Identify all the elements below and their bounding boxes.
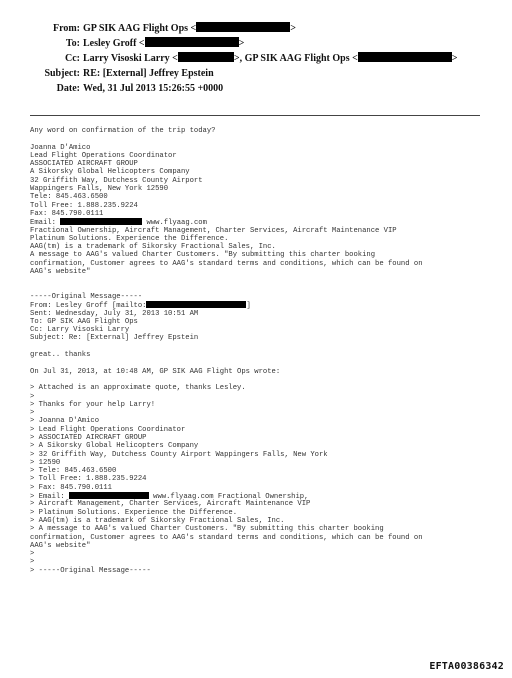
body-line: A message to AAG's valued Charter Customers. "By submitting this charter booking bbox=[30, 251, 376, 260]
from-row bbox=[0, 22, 480, 35]
quoted-original-message-divider: > -----Original Message----- bbox=[30, 566, 151, 575]
body-line: Any word on confirmation of the trip today? bbox=[30, 127, 216, 135]
body-line: Subject: Re: [External] Jeffrey Epstein bbox=[30, 334, 199, 343]
quoted-line: > Toll Free: 1.888.235.9224 bbox=[30, 475, 147, 484]
quoted-line: > 12590 bbox=[30, 458, 61, 467]
quoted-line: > A Sikorsky Global Helicopters Company bbox=[30, 442, 199, 451]
body-line: confirmation, Customer agrees to AAG's standard terms and conditions, which can be found on bbox=[30, 259, 423, 268]
redaction-bar bbox=[358, 52, 452, 62]
date-label: Date: bbox=[56, 83, 80, 94]
quoted-line: > Lead Flight Operations Coordinator bbox=[30, 425, 186, 434]
redaction-bar bbox=[196, 22, 290, 32]
body-line: Toll Free: 1.888.235.9224 bbox=[30, 201, 138, 210]
body-line: AAG(tm) is a trademark of Sikorsky Fractional Sales, Inc. bbox=[30, 243, 276, 252]
body-line: A Sikorsky Global Helicopters Company bbox=[30, 168, 190, 177]
signature-company: ASSOCIATED AIRCRAFT GROUP bbox=[30, 160, 138, 169]
quoted-line: > Tele: 845.463.6500 bbox=[30, 467, 117, 476]
quoted-line: > bbox=[30, 392, 35, 401]
quoted-from-line: From: Lesley Groff [mailto: ] bbox=[30, 302, 251, 311]
redaction-bar bbox=[69, 492, 149, 499]
email-line: Email: www.flyaag.com bbox=[30, 219, 207, 228]
body-line: 32 Griffith Way, Dutchess County Airport bbox=[30, 176, 203, 185]
quoted-line: > Joanna D'Amico bbox=[30, 417, 100, 426]
cc-value: Larry Visoski Larry < bbox=[83, 53, 178, 64]
cc-middle: >, GP SIK AAG Flight Ops < bbox=[233, 53, 358, 64]
cc-end: > bbox=[451, 53, 458, 64]
header-divider bbox=[30, 115, 480, 116]
quoted-email-line: > Email: www.flyaag.com Fractional Ownership, bbox=[30, 493, 309, 502]
subject-row bbox=[0, 67, 480, 80]
to-end: > bbox=[238, 38, 245, 49]
quoted-line: > bbox=[30, 558, 35, 567]
quoted-line: > Platinum Solutions. Experience the Difference. bbox=[30, 508, 238, 517]
body-line: To: GP SIK AAG Flight Ops bbox=[30, 317, 138, 326]
quoted-line: > 32 Griffith Way, Dutchess County Airport Wappingers Falls, New York bbox=[30, 450, 328, 459]
to-row bbox=[0, 37, 480, 50]
body-line: Sent: Wednesday, July 31, 2013 10:51 AM bbox=[30, 309, 199, 318]
body-line: Fractional Ownership, Aircraft Management, Charter Services, Aircraft Maintenance VIP bbox=[30, 226, 397, 235]
quoted-line: AAG's website" bbox=[30, 541, 91, 550]
quoted-line: > Attached is an approximate quote, thanks Lesley. bbox=[30, 384, 246, 393]
quoted-line: confirmation, Customer agrees to AAG's standard terms and conditions, which can be found on bbox=[30, 533, 423, 542]
date-value: Wed, 31 Jul 2013 15:26:55 +0000 bbox=[83, 83, 224, 94]
body-line: Platinum Solutions. Experience the Difference. bbox=[30, 234, 229, 243]
signature-name: Joanna D'Amico bbox=[30, 143, 91, 152]
quoted-line: > bbox=[30, 409, 35, 418]
to-value: Lesley Groff < bbox=[83, 38, 145, 49]
quoted-line: > ASSOCIATED AIRCRAFT GROUP bbox=[30, 433, 147, 442]
quoted-line: > A message to AAG's valued Charter Customers. "By submitting this charter booking bbox=[30, 525, 384, 534]
body-line: Cc: Larry Visoski Larry bbox=[30, 326, 130, 335]
from-label: From: bbox=[52, 23, 80, 34]
subject-value: RE: [External] Jeffrey Epstein bbox=[83, 68, 214, 79]
quoted-line: > AAG(tm) is a trademark of Sikorsky Fractional Sales, Inc. bbox=[30, 516, 285, 525]
bates-number: EFTA00386342 bbox=[429, 661, 504, 672]
quoted-line: > bbox=[30, 550, 35, 559]
from-end: > bbox=[290, 23, 296, 34]
to-label: To: bbox=[65, 38, 80, 49]
redaction-bar bbox=[60, 218, 142, 225]
subject-label: Subject: bbox=[44, 68, 80, 79]
signature-title: Lead Flight Operations Coordinator bbox=[30, 151, 177, 160]
email-body bbox=[30, 127, 490, 575]
redaction-bar bbox=[145, 37, 239, 47]
cc-label: Cc: bbox=[65, 53, 80, 64]
body-line: AAG's website" bbox=[30, 268, 91, 277]
quoted-line: > Thanks for your help Larry! bbox=[30, 400, 156, 409]
redaction-bar bbox=[178, 52, 234, 62]
body-line: Tele: 845.463.6500 bbox=[30, 193, 108, 202]
from-value: GP SIK AAG Flight Ops < bbox=[83, 23, 197, 34]
date-row bbox=[0, 82, 480, 95]
body-line: On Jul 31, 2013, at 10:48 AM, GP SIK AAG Flight Ops wrote: bbox=[30, 367, 281, 376]
quoted-line: > Fax: 845.790.0111 bbox=[30, 483, 112, 492]
body-line: Fax: 845.790.0111 bbox=[30, 209, 104, 218]
body-line: great.. thanks bbox=[30, 351, 91, 360]
body-line: Wappingers Falls, New York 12590 bbox=[30, 185, 169, 194]
cc-row bbox=[0, 52, 480, 65]
quoted-line: > Aircraft Management, Charter Services, Aircraft Maintenance VIP bbox=[30, 500, 311, 509]
original-message-divider: -----Original Message----- bbox=[30, 292, 143, 301]
redaction-bar bbox=[146, 301, 246, 308]
